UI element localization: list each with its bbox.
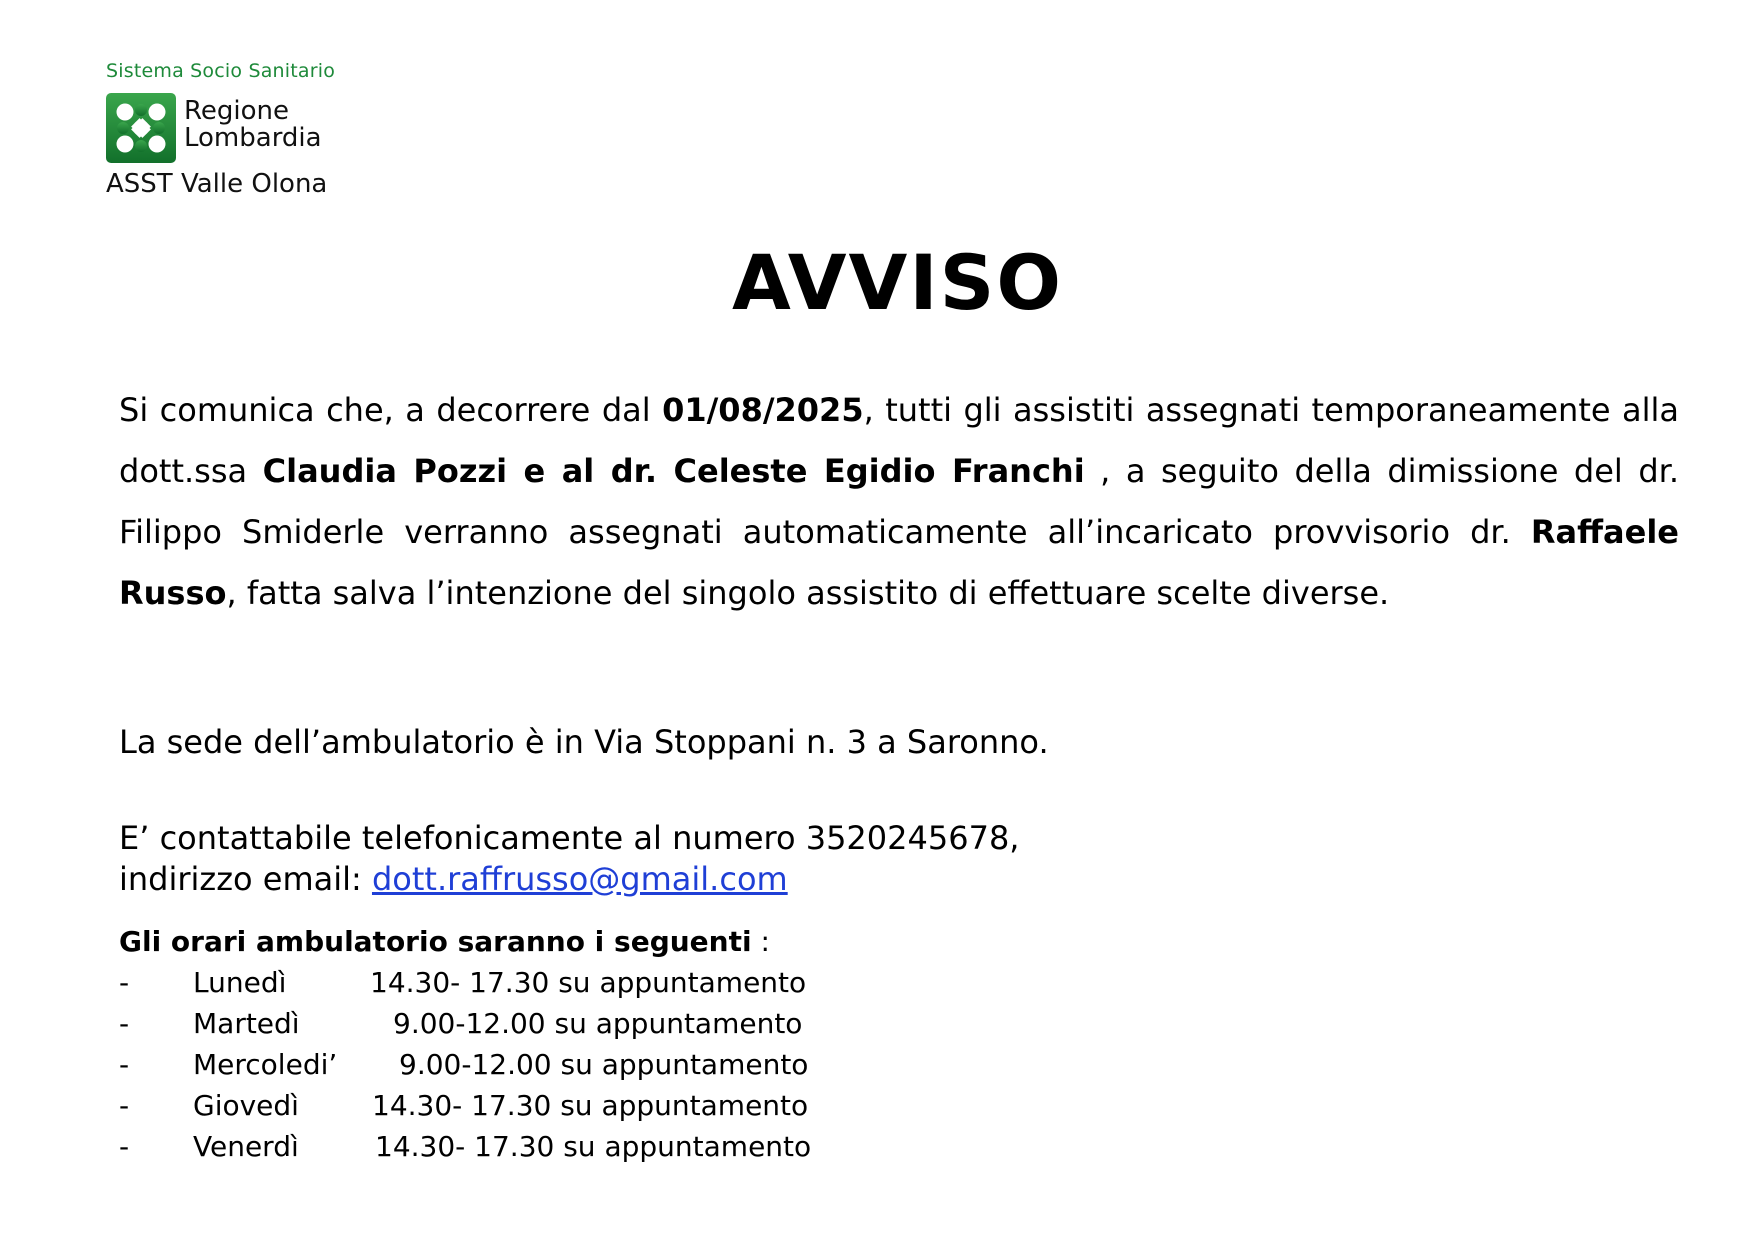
schedule-day: Giovedì: [193, 1089, 299, 1122]
phone-line: E’ contattabile telefonicamente al numero 3520245678,: [119, 819, 1020, 857]
schedule-heading-text: Gli orari ambulatorio saranno i seguenti: [119, 925, 752, 958]
page-title: AVVISO: [732, 238, 1063, 327]
schedule-list: [119, 963, 1019, 1168]
schedule-day: Lunedì: [193, 966, 287, 999]
schedule-row-giovedi: [119, 1086, 1019, 1127]
schedule-day: Martedì: [193, 1007, 300, 1040]
schedule-time: 14.30- 17.30 su appuntamento: [375, 1130, 812, 1163]
schedule-day: Venerdì: [193, 1130, 299, 1163]
schedule-heading-suffix: :: [751, 925, 770, 958]
main-paragraph: [119, 380, 1679, 624]
schedule-dash: -: [119, 1130, 130, 1163]
main-paragraph-part1: Si comunica che, a decorrere dal: [119, 391, 663, 429]
effective-date: 01/08/2025: [662, 391, 864, 429]
logo-regione-line1: Regione: [184, 96, 290, 126]
main-paragraph-part2: , tutti gli assistiti assegnati temporaneamente alla dott.ssa: [119, 391, 1680, 490]
logo-regione-line2: Lombardia: [184, 123, 322, 153]
new-doctor-name: Raffaele Russo: [119, 513, 1679, 612]
schedule-row-mercoledi: [119, 1045, 1019, 1086]
schedule-row-venerdi: [119, 1127, 1019, 1168]
schedule-time: 9.00-12.00 su appuntamento: [399, 1048, 809, 1081]
logo-asst-text: ASST Valle Olona: [106, 169, 328, 199]
email-line: [119, 859, 1019, 900]
schedule-row-lunedi: [119, 963, 1019, 1004]
schedule-time: 14.30- 17.30 su appuntamento: [372, 1089, 809, 1122]
regione-lombardia-logo: [106, 60, 366, 200]
schedule-dash: -: [119, 1007, 130, 1040]
schedule-row-martedi: [119, 1004, 1019, 1045]
clinic-address: La sede dell’ambulatorio è in Via Stoppani n. 3 a Saronno.: [119, 723, 1049, 761]
schedule-time: 9.00-12.00 su appuntamento: [393, 1007, 803, 1040]
schedule-dash: -: [119, 1048, 130, 1081]
email-label: indirizzo email:: [119, 860, 372, 898]
schedule-day: Mercoledi’: [193, 1048, 338, 1081]
regione-lombardia-emblem-icon: [106, 93, 176, 163]
main-paragraph-part4: , fatta salva l’intenzione del singolo assistito di effettuare scelte diverse.: [226, 574, 1390, 612]
logo-sistema-text: Sistema Socio Sanitario: [106, 60, 336, 82]
logo-regione-text: [184, 98, 322, 152]
schedule-dash: -: [119, 1089, 130, 1122]
schedule-heading: [119, 922, 770, 962]
email-link[interactable]: dott.raffrusso@gmail.com: [371, 860, 788, 898]
previous-doctors: Claudia Pozzi e al dr. Celeste Egidio Franchi: [262, 452, 1085, 490]
main-paragraph-part3: , a seguito della dimissione del dr. Filippo Smiderle verranno assegnati automaticamente all’incaricato provvisorio dr.: [119, 452, 1680, 551]
contact-info: [119, 818, 1019, 900]
schedule-time: 14.30- 17.30 su appuntamento: [370, 966, 807, 999]
schedule-dash: -: [119, 966, 130, 999]
